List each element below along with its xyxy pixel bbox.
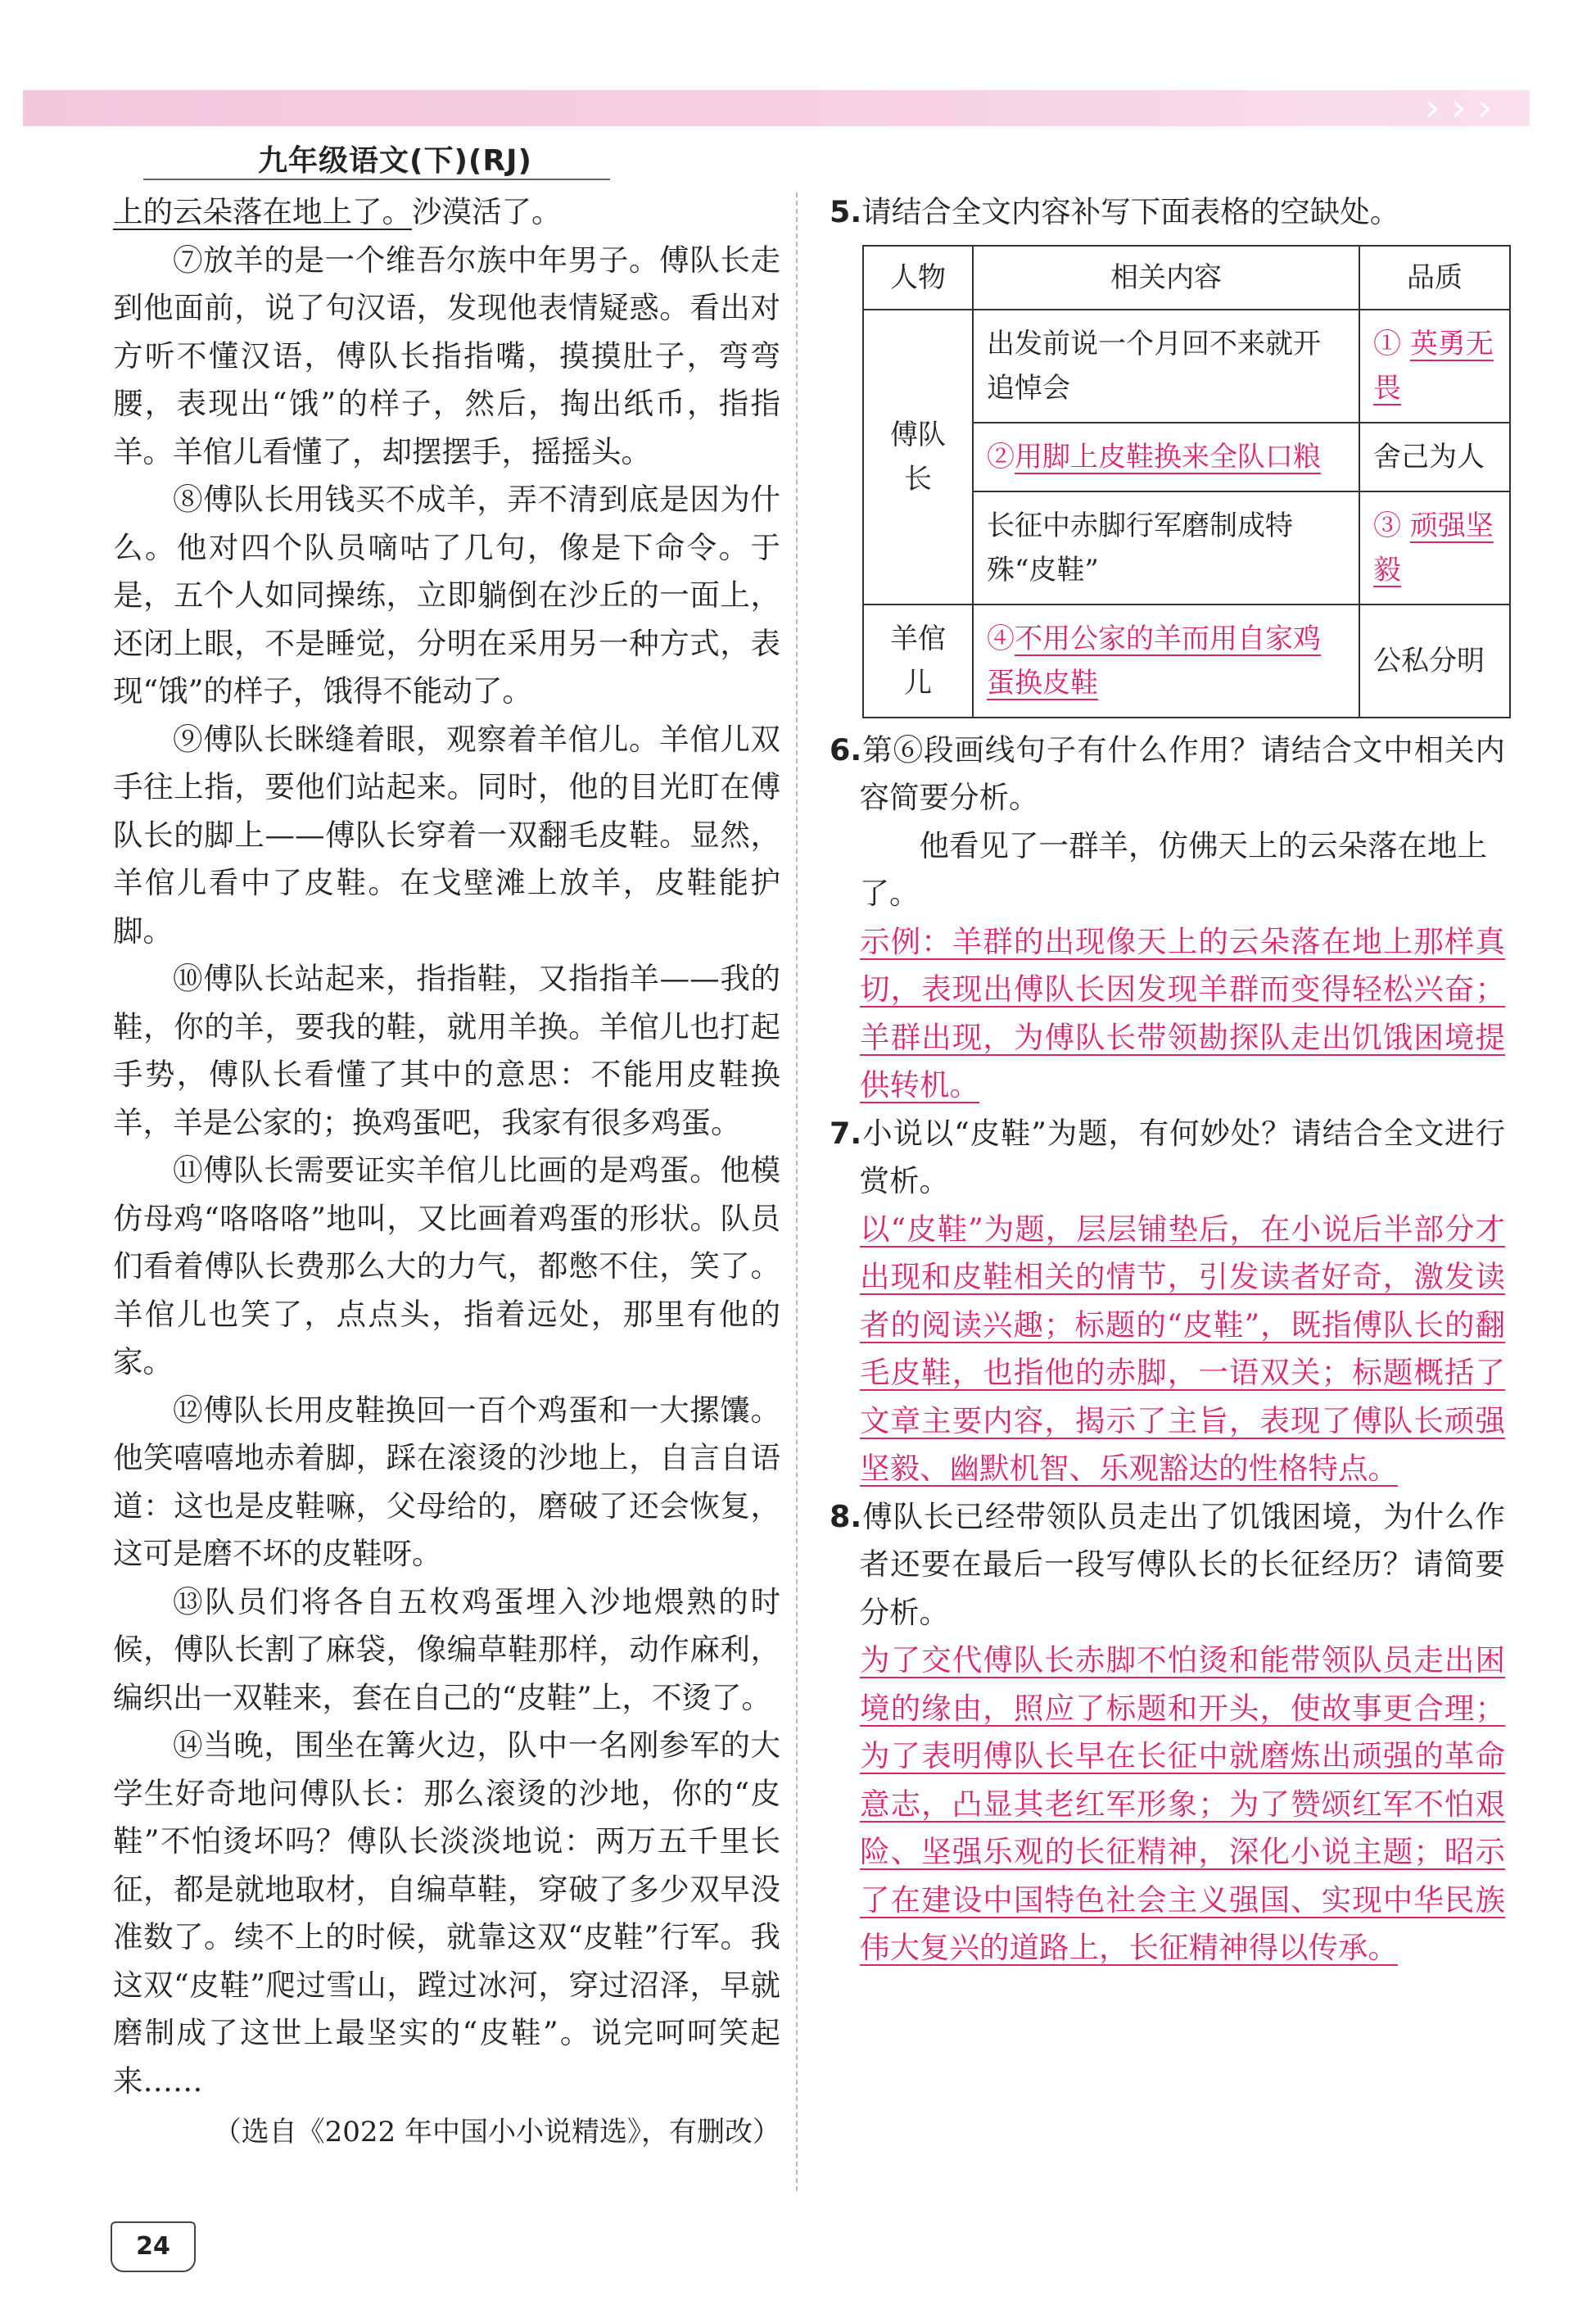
filled-answer: 顽强坚毅 bbox=[1373, 509, 1494, 586]
filled-answer: 不用公家的羊而用自家鸡蛋换皮鞋 bbox=[987, 622, 1321, 700]
blank-marker: ① bbox=[1373, 327, 1401, 360]
table-cell-content-answer bbox=[973, 605, 1359, 718]
table-header-cell: 相关内容 bbox=[973, 246, 1359, 310]
question-number: 6. bbox=[830, 731, 862, 768]
question-text: 小说以“皮鞋”为题，有何妙处？请结合全文进行赏析。 bbox=[859, 1115, 1505, 1198]
table-cell-quality: 舍己为人 bbox=[1359, 423, 1510, 491]
paragraph-continued bbox=[113, 188, 780, 237]
header-banner bbox=[23, 90, 1530, 126]
table-cell-content: 出发前说一个月回不来就开追悼会 bbox=[973, 310, 1359, 423]
question-7 bbox=[830, 1110, 1505, 1206]
page-header-title: 九年级语文(下)(RJ) bbox=[258, 144, 532, 178]
header-underline bbox=[143, 179, 610, 180]
answer-text: 以“皮鞋”为题，层层铺垫后，在小说后半部分才出现和皮鞋相关的情节，引发读者好奇，激发读者的阅读兴趣；标题的“皮鞋”，既指傅队长的翻毛皮鞋，也指他的赤脚，一语双关；标题概括了文章主要内容，揭示了主旨，表现了傅队长顽强坚毅、幽默机智、乐观豁达的性格特点。 bbox=[860, 1211, 1505, 1486]
blank-marker: ③ bbox=[1373, 509, 1401, 542]
column-divider bbox=[796, 192, 798, 2191]
paragraph-8: ⑧傅队长用钱买不成羊，弄不清到底是因为什么。他对四个队员嘀咕了几句，像是下命令。于是，五个人如同操练，立即躺倒在沙丘的一面上，还闭上眼，不是睡觉，分明在采用另一种方式，表现“饿”的样子，饿得不能动了。 bbox=[113, 482, 780, 709]
chevron-right-icon: › bbox=[1477, 85, 1493, 129]
paragraph-13: ⑬队员们将各自五枚鸡蛋埋入沙地煨熟的时候，傅队长割了麻袋，像编草鞋那样，动作麻利，编织出一双鞋来，套在自己的“皮鞋”上，不烫了。 bbox=[113, 1583, 780, 1715]
chevron-right-icon: › bbox=[1425, 85, 1440, 129]
filled-answer: 用脚上皮鞋换来全队口粮 bbox=[1015, 440, 1321, 473]
source-citation: （选自《2022 年中国小小说精选》，有删改） bbox=[213, 2116, 780, 2149]
question-text: 请结合全文内容补写下面表格的空缺处。 bbox=[861, 194, 1400, 229]
question-number: 5. bbox=[830, 194, 862, 229]
paragraph-14: ⑭当晚，围坐在篝火边，队中一名刚参军的大学生好奇地问傅队长：那么滚烫的沙地，你的“皮鞋”不怕烫坏吗？傅队长淡淡地说：两万五千里长征，都是就地取材，自编草鞋，穿破了多少双早没准数了。续不上的时候，就靠这双“皮鞋”行军。我这双“皮鞋”爬过雪山，蹚过冰河，穿过沼泽，早就磨制成了这世上最坚实的“皮鞋”。说完呵呵笑起来…… bbox=[113, 1728, 780, 2099]
question-5 bbox=[830, 188, 1505, 237]
underlined-sentence: 上的云朵落在地上了。 bbox=[113, 194, 412, 229]
blank-marker: ④ bbox=[987, 622, 1015, 655]
table-cell-content: 长征中赤脚行军磨制成特殊“皮鞋” bbox=[973, 491, 1359, 605]
table-row bbox=[863, 605, 1510, 718]
answer-text: 为了交代傅队长赤脚不怕烫和能带领队员走出困境的缘由，照应了标题和开头，使故事更合理；为了表明傅队长早在长征中就磨炼出顽强的革命意志，凸显其老红军形象；为了赞颂红军不怕艰险、坚强乐观的长征精神，深化小说主题；昭示了在建设中国特色社会主义强国、实现中华民族伟大复兴的道路上，长征精神得以传承。 bbox=[860, 1642, 1505, 1965]
filled-answer: 英勇无畏 bbox=[1373, 327, 1494, 405]
page-number: 24 bbox=[111, 2221, 196, 2272]
question-6 bbox=[830, 727, 1505, 822]
table-header-cell: 人物 bbox=[863, 246, 973, 310]
table-cell-role: 羊倌儿 bbox=[863, 605, 973, 718]
left-column bbox=[113, 188, 780, 2156]
paragraph-11: ⑪傅队长需要证实羊倌儿比画的是鸡蛋。他模仿母鸡“咯咯咯”地叫，又比画着鸡蛋的形状。队员们看着傅队长费那么大的力气，都憋不住，笑了。羊倌儿也笑了，点点头，指着远处，那里有他的家。 bbox=[113, 1152, 780, 1379]
answer-8 bbox=[860, 1637, 1505, 1972]
table-cell-quality-answer bbox=[1359, 310, 1510, 423]
question-text: 傅队长已经带领队员走出了饥饿困境，为什么作者还要在最后一段写傅队长的长征经历？请简要分析。 bbox=[859, 1498, 1505, 1630]
paragraph-7: ⑦放羊的是一个维吾尔族中年男子。傅队长走到他面前，说了句汉语，发现他表情疑惑。看出对方听不懂汉语，傅队长指指嘴，摸摸肚子，弯弯腰，表现出“饿”的样子，然后，掏出纸币，指指羊。羊倌儿看懂了，却摆摆手，摇摇头。 bbox=[113, 242, 780, 469]
table-header-cell: 品质 bbox=[1359, 246, 1510, 310]
question-number: 7. bbox=[830, 1115, 862, 1151]
table-header-row bbox=[863, 246, 1510, 310]
paragraph-10: ⑩傅队长站起来，指指鞋，又指指羊——我的鞋，你的羊，要我的鞋，就用羊换。羊倌儿也打起手势，傅队长看懂了其中的意思：不能用皮鞋换羊，羊是公家的；换鸡蛋吧，我家有很多鸡蛋。 bbox=[113, 961, 780, 1140]
question-text: 第⑥段画线句子有什么作用？请结合文中相关内容简要分析。 bbox=[859, 731, 1505, 815]
question-8 bbox=[830, 1493, 1505, 1637]
answer-text: 示例：羊群的出现像天上的云朵落在地上那样真切，表现出傅队长因发现羊群而变得轻松兴奋；羊群出现，为傅队长带领勘探队走出饥饿困境提供转机。 bbox=[860, 923, 1505, 1103]
sentence: 沙漠活了。 bbox=[412, 194, 562, 229]
chevron-right-icon: › bbox=[1451, 85, 1467, 129]
table-cell-role: 傅队长 bbox=[863, 310, 973, 605]
question-number: 8. bbox=[830, 1498, 862, 1534]
quoted-sentence: 他看见了一群羊，仿佛天上的云朵落在地上了。 bbox=[859, 827, 1487, 911]
paragraph-9: ⑨傅队长眯缝着眼，观察着羊倌儿。羊倌儿双手往上指，要他们站起来。同时，他的目光盯在傅队长的脚上——傅队长穿着一双翻毛皮鞋。显然，羊倌儿看中了皮鞋。在戈壁滩上放羊，皮鞋能护脚。 bbox=[113, 721, 780, 949]
table-cell-quality: 公私分明 bbox=[1359, 605, 1510, 718]
paragraph-12: ⑫傅队长用皮鞋换回一百个鸡蛋和一大摞馕。他笑嘻嘻地赤着脚，踩在滚烫的沙地上，自言自语道：这也是皮鞋嘛，父母给的，磨破了还会恢复，这可是磨不坏的皮鞋呀。 bbox=[113, 1392, 780, 1571]
answer-table bbox=[862, 245, 1511, 718]
table-row bbox=[863, 310, 1510, 423]
table-cell-quality-answer bbox=[1359, 491, 1510, 605]
answer-7 bbox=[860, 1206, 1505, 1493]
blank-marker: ② bbox=[987, 440, 1015, 473]
answer-6 bbox=[860, 918, 1505, 1110]
right-column bbox=[830, 188, 1505, 1972]
table-cell-content-answer bbox=[973, 423, 1359, 491]
